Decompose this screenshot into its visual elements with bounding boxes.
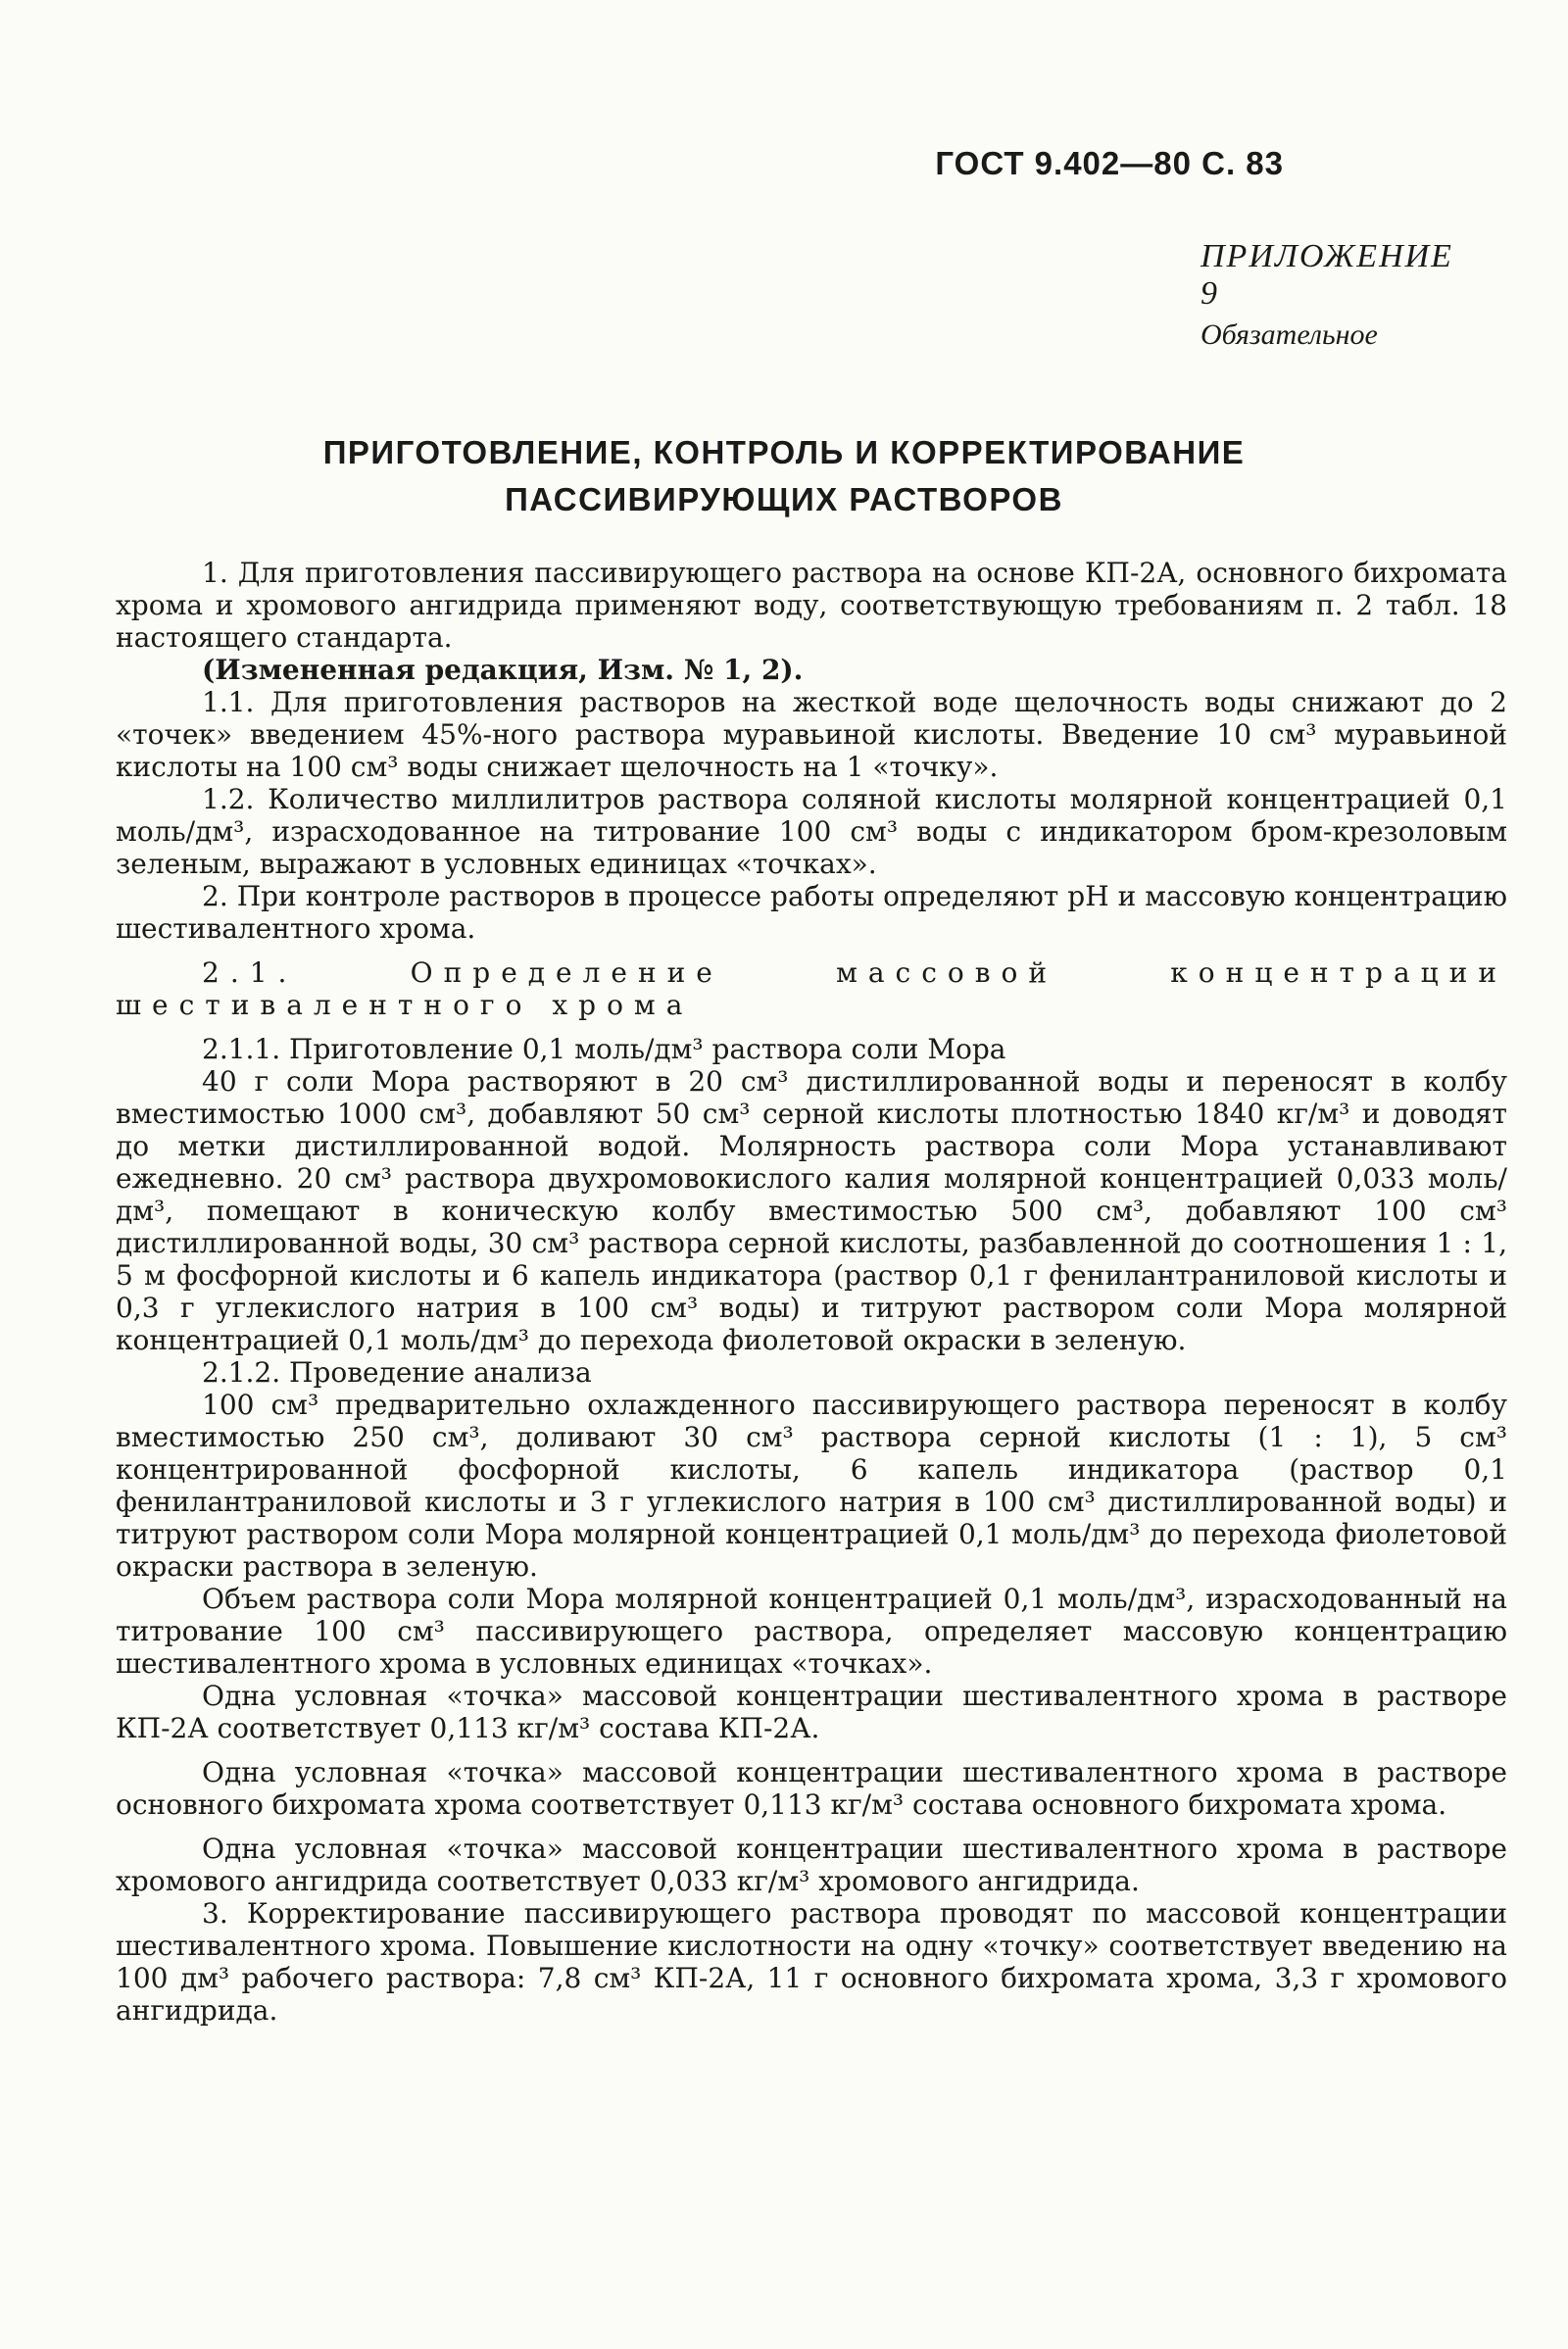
paragraph-1: 1. Для приготовления пассивирующего раствора на основе КП-2А, основного бихромата хрома и хромового ангидрида применяют воду, соответствующую требованиям п. 2 табл. 18 настоящего стандарта. (116, 557, 1507, 654)
paragraph-2: 2. При контроле растворов в процессе работы определяют pH и массовую концентрацию шестивалентного хрома. (116, 880, 1507, 945)
section-2-1-1-heading: 2.1.1. Приготовление 0,1 моль/дм³ раствора соли Мора (202, 1033, 1006, 1065)
section-2-1-2-heading: 2.1.2. Проведение анализа (202, 1356, 592, 1389)
appendix-status: Обязательное (1200, 318, 1378, 351)
paragraph-1-2: 1.2. Количество миллилитров раствора соляной кислоты молярной концентрацией 0,1 моль/дм³, израсходованное на титрование 100 см³ воды с индикатором бром-крезоловым зеленым, выражают в условных единицах «точках». (116, 783, 1507, 880)
title-line-2: ПАССИВИРУЮЩИХ РАСТВОРОВ (505, 481, 1063, 517)
paragraph-2-1-1: 40 г соли Мора растворяют в 20 см³ дистиллированной воды и переносят в колбу вместимостью 1000 см³, добавляют 50 см³ серной кислоты плотностью 1840 кг/м³ и доводят до метки дистиллированной водой. Молярность раствора соли Мора устанавливают ежедневно. 20 см³ раствора двухромовокислого калия молярной концентрацией 0,033 моль/дм³, помещают в коническую колбу вместимостью 500 см³, добавляют 100 см³ дистиллированной воды, 30 см³ раствора серной кислоты, разбавленной до соотношения 1 : 1, 5 м фосфорной кислоты и 6 капель индикатора (раствор 0,1 г фенилантраниловой кислоты и 0,3 г углекислого натрия в 100 см³ воды) и титруют раствором соли Мора молярной концентрацией 0,1 моль/дм³ до перехода фиолетовой окраски в зеленую. (116, 1065, 1507, 1356)
document-title (0, 429, 1568, 523)
page-header: ГОСТ 9.402—80 С. 83 (935, 145, 1284, 181)
paragraph-anhydride: Одна условная «точка» массовой концентрации шестивалентного хрома в растворе хромового ангидрида соответствует 0,033 кг/м³ хромового ангидрида. (116, 1833, 1507, 1897)
appendix-label: ПРИЛОЖЕНИЕ 9 (1200, 238, 1453, 312)
paragraph-2-1-2: 100 см³ предварительно охлажденного пассивирующего раствора переносят в колбу вместимостью 250 см³, доливают 30 см³ раствора серной кислоты (1 : 1), 5 см³ концентрированной фосфорной кислоты, 6 капель индикатора (раствор 0,1 фенилантраниловой кислоты и 3 г углекислого натрия в 100 см³ дистиллированной воды) и титруют раствором соли Мора молярной концентрацией 0,1 моль/дм³ до перехода фиолетовой окраски раствора в зеленую. (116, 1389, 1507, 1583)
title-line-1: ПРИГОТОВЛЕНИЕ, КОНТРОЛЬ И КОРРЕКТИРОВАНИЕ (322, 434, 1246, 470)
document-body (116, 557, 1507, 2027)
paragraph-bichromate: Одна условная «точка» массовой концентрации шестивалентного хрома в растворе основного бихромата хрома соответствует 0,113 кг/м³ состава основного бихромата хрома. (116, 1756, 1507, 1821)
amendment-note: (Измененная редакция, Изм. № 1, 2). (202, 654, 804, 686)
paragraph-3: 3. Корректирование пассивирующего раствора проводят по массовой концентрации шестивалентного хрома. Повышение кислотности на одну «точку» соответствует введению на 100 дм³ рабочего раствора: 7,8 см³ КП-2А, 11 г основного бихромата хрома, 3,3 г хромового ангидрида. (116, 1897, 1507, 2027)
paragraph-1-1: 1.1. Для приготовления растворов на жесткой воде щелочность воды снижают до 2 «точек» введением 45%-ного раствора муравьиной кислоты. Введение 10 см³ муравьиной кислоты на 100 см³ воды снижает щелочность на 1 «точку». (116, 686, 1507, 783)
paragraph-kp2a: Одна условная «точка» массовой концентрации шестивалентного хрома в растворе КП-2А соответствует 0,113 кг/м³ состава КП-2А. (116, 1680, 1507, 1744)
appendix-block (1200, 238, 1453, 352)
section-2-1-heading: 2.1. Определение массовой концентрации шестивалентного хрома (116, 956, 1507, 1021)
paragraph-volume: Объем раствора соли Мора молярной концентрацией 0,1 моль/дм³, израсходованный на титрование 100 см³ пассивирующего раствора, определяет массовую концентрацию шестивалентного хрома в условных единицах «точках». (116, 1583, 1507, 1680)
